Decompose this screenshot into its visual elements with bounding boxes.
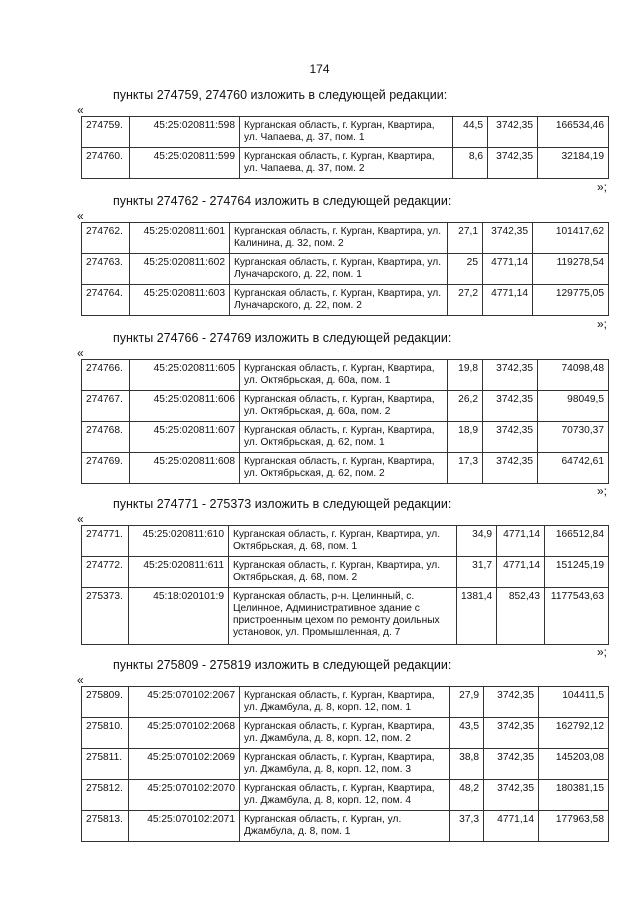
cadastral-number: 45:25:020811:608: [130, 453, 240, 484]
value: 101417,62: [533, 223, 609, 254]
value: 166534,46: [538, 117, 609, 148]
cadastral-number: 45:25:020811:599: [130, 148, 240, 179]
address: Курганская область, г. Курган, Квартира, ул. Чапаева, д. 37, пом. 1: [240, 117, 453, 148]
item-number: 275813.: [82, 811, 129, 842]
address: Курганская область, г. Курган, Квартира, ул. Октябрьская, д. 62, пом. 2: [240, 453, 448, 484]
value: 74098,48: [538, 360, 609, 391]
table-row: [82, 453, 609, 484]
open-quote: «: [77, 673, 84, 687]
item-number: 274766.: [82, 360, 130, 391]
rate: 4771,14: [484, 811, 539, 842]
cadastral-number: 45:25:020811:603: [130, 285, 230, 316]
value: 180381,15: [539, 780, 609, 811]
address: Курганская область, г. Курган, Квартира, ул. Луначарского, д. 22, пом. 2: [230, 285, 448, 316]
cadastral-number: 45:25:070102:2070: [129, 780, 240, 811]
item-number: 274771.: [82, 526, 129, 557]
rate: 4771,14: [483, 254, 533, 285]
item-number: 274769.: [82, 453, 130, 484]
area: 27,2: [448, 285, 483, 316]
rate: 3742,35: [483, 360, 538, 391]
table-row: [82, 557, 609, 588]
close-quote: »;: [597, 645, 608, 659]
table-row: [82, 749, 609, 780]
value: 98049,5: [538, 391, 609, 422]
rate: 4771,14: [497, 526, 545, 557]
item-number: 275810.: [82, 718, 129, 749]
table-row: [82, 687, 609, 718]
rate: 4771,14: [497, 557, 545, 588]
table-row: [82, 811, 609, 842]
section-heading: пункты 274771 - 275373 изложить в следующей редакции:: [113, 497, 452, 511]
item-number: 274762.: [82, 223, 130, 254]
area: 48,2: [450, 780, 484, 811]
table-row: [82, 254, 609, 285]
value: 104411,5: [539, 687, 609, 718]
rate: 3742,35: [488, 148, 538, 179]
cadastral-number: 45:25:020811:598: [130, 117, 240, 148]
items-table: [81, 359, 609, 484]
address: Курганская область, г. Курган, Квартира, ул. Октябрьская, д. 68, пом. 2: [229, 557, 457, 588]
value: 1177543,63: [545, 588, 609, 645]
open-quote: «: [77, 103, 84, 117]
address: Курганская область, р-н. Целинный, с. Целинное, Административное здание с пристроенным цехом по ремонту доильных установок, ул. Промышленная, д. 7: [229, 588, 457, 645]
table-row: [82, 117, 609, 148]
open-quote: «: [77, 512, 84, 526]
value: 166512,84: [545, 526, 609, 557]
table-row: [82, 526, 609, 557]
address: Курганская область, г. Курган, Квартира, ул. Октябрьская, д. 62, пом. 1: [240, 422, 448, 453]
cadastral-number: 45:25:020811:610: [129, 526, 229, 557]
rate: 3742,35: [484, 687, 539, 718]
area: 43,5: [450, 718, 484, 749]
address: Курганская область, г. Курган, Квартира, ул. Джамбула, д. 8, корп. 12, пом. 3: [240, 749, 450, 780]
cadastral-number: 45:18:020101:9: [129, 588, 229, 645]
address: Курганская область, г. Курган, Квартира, ул. Джамбула, д. 8, корп. 12, пом. 1: [240, 687, 450, 718]
value: 151245,19: [545, 557, 609, 588]
value: 119278,54: [533, 254, 609, 285]
table-row: [82, 360, 609, 391]
address: Курганская область, г. Курган, Квартира, ул. Луначарского, д. 22, пом. 1: [230, 254, 448, 285]
close-quote: »;: [597, 484, 608, 498]
item-number: 274764.: [82, 285, 130, 316]
area: 31,7: [457, 557, 497, 588]
value: 162792,12: [539, 718, 609, 749]
table-row: [82, 422, 609, 453]
area: 8,6: [453, 148, 488, 179]
table-row: [82, 780, 609, 811]
open-quote: «: [77, 346, 84, 360]
address: Курганская область, г. Курган, Квартира, ул. Октябрьская, д. 68, пом. 1: [229, 526, 457, 557]
rate: 3742,35: [483, 422, 538, 453]
value: 64742,61: [538, 453, 609, 484]
table-row: [82, 285, 609, 316]
rate: 3742,35: [483, 453, 538, 484]
items-table: [81, 686, 609, 842]
table-row: [82, 391, 609, 422]
address: Курганская область, г. Курган, Квартира, ул. Джамбула, д. 8, корп. 12, пом. 4: [240, 780, 450, 811]
item-number: 274767.: [82, 391, 130, 422]
section-heading: пункты 274762 - 274764 изложить в следующей редакции:: [113, 194, 452, 208]
address: Курганская область, г. Курган, Квартира, ул. Чапаева, д. 37, пом. 2: [240, 148, 453, 179]
close-quote: »;: [597, 180, 608, 194]
address: Курганская область, г. Курган, Квартира, ул. Октябрьская, д. 60а, пом. 2: [240, 391, 448, 422]
cadastral-number: 45:25:020811:602: [130, 254, 230, 285]
table-row: [82, 148, 609, 179]
area: 27,9: [450, 687, 484, 718]
section-heading: пункты 274759, 274760 изложить в следующей редакции:: [113, 88, 448, 102]
rate: 4771,14: [483, 285, 533, 316]
table-row: [82, 718, 609, 749]
address: Курганская область, г. Курган, ул. Джамбула, д. 8, пом. 1: [240, 811, 450, 842]
value: 32184,19: [538, 148, 609, 179]
cadastral-number: 45:25:020811:607: [130, 422, 240, 453]
table-row: [82, 588, 609, 645]
item-number: 274759.: [82, 117, 130, 148]
rate: 3742,35: [484, 749, 539, 780]
item-number: 275809.: [82, 687, 129, 718]
cadastral-number: 45:25:020811:611: [129, 557, 229, 588]
close-quote: »;: [597, 317, 608, 331]
cadastral-number: 45:25:020811:605: [130, 360, 240, 391]
items-table: [81, 116, 609, 179]
rate: 3742,35: [484, 780, 539, 811]
area: 25: [448, 254, 483, 285]
value: 145203,08: [539, 749, 609, 780]
area: 26,2: [448, 391, 483, 422]
value: 70730,37: [538, 422, 609, 453]
items-table: [81, 525, 609, 645]
section-heading: пункты 275809 - 275819 изложить в следующей редакции:: [113, 658, 452, 672]
area: 37,3: [450, 811, 484, 842]
area: 27,1: [448, 223, 483, 254]
open-quote: «: [77, 209, 84, 223]
table-row: [82, 223, 609, 254]
items-table: [81, 222, 609, 316]
area: 44,5: [453, 117, 488, 148]
rate: 3742,35: [483, 391, 538, 422]
area: 38,8: [450, 749, 484, 780]
item-number: 274772.: [82, 557, 129, 588]
address: Курганская область, г. Курган, Квартира, ул. Джамбула, д. 8, корп. 12, пом. 2: [240, 718, 450, 749]
rate: 3742,35: [488, 117, 538, 148]
item-number: 274768.: [82, 422, 130, 453]
address: Курганская область, г. Курган, Квартира, ул. Калинина, д. 32, пом. 2: [230, 223, 448, 254]
item-number: 275811.: [82, 749, 129, 780]
item-number: 274760.: [82, 148, 130, 179]
rate: 852,43: [497, 588, 545, 645]
cadastral-number: 45:25:070102:2068: [129, 718, 240, 749]
rate: 3742,35: [483, 223, 533, 254]
area: 1381,4: [457, 588, 497, 645]
item-number: 275373.: [82, 588, 129, 645]
item-number: 274763.: [82, 254, 130, 285]
cadastral-number: 45:25:020811:606: [130, 391, 240, 422]
cadastral-number: 45:25:070102:2069: [129, 749, 240, 780]
rate: 3742,35: [484, 718, 539, 749]
value: 177963,58: [539, 811, 609, 842]
area: 34,9: [457, 526, 497, 557]
area: 19,8: [448, 360, 483, 391]
address: Курганская область, г. Курган, Квартира, ул. Октябрьская, д. 60а, пом. 1: [240, 360, 448, 391]
item-number: 275812.: [82, 780, 129, 811]
area: 17,3: [448, 453, 483, 484]
cadastral-number: 45:25:070102:2071: [129, 811, 240, 842]
cadastral-number: 45:25:070102:2067: [129, 687, 240, 718]
section-heading: пункты 274766 - 274769 изложить в следующей редакции:: [113, 331, 452, 345]
page-number: 174: [309, 62, 330, 76]
area: 18,9: [448, 422, 483, 453]
cadastral-number: 45:25:020811:601: [130, 223, 230, 254]
value: 129775,05: [533, 285, 609, 316]
